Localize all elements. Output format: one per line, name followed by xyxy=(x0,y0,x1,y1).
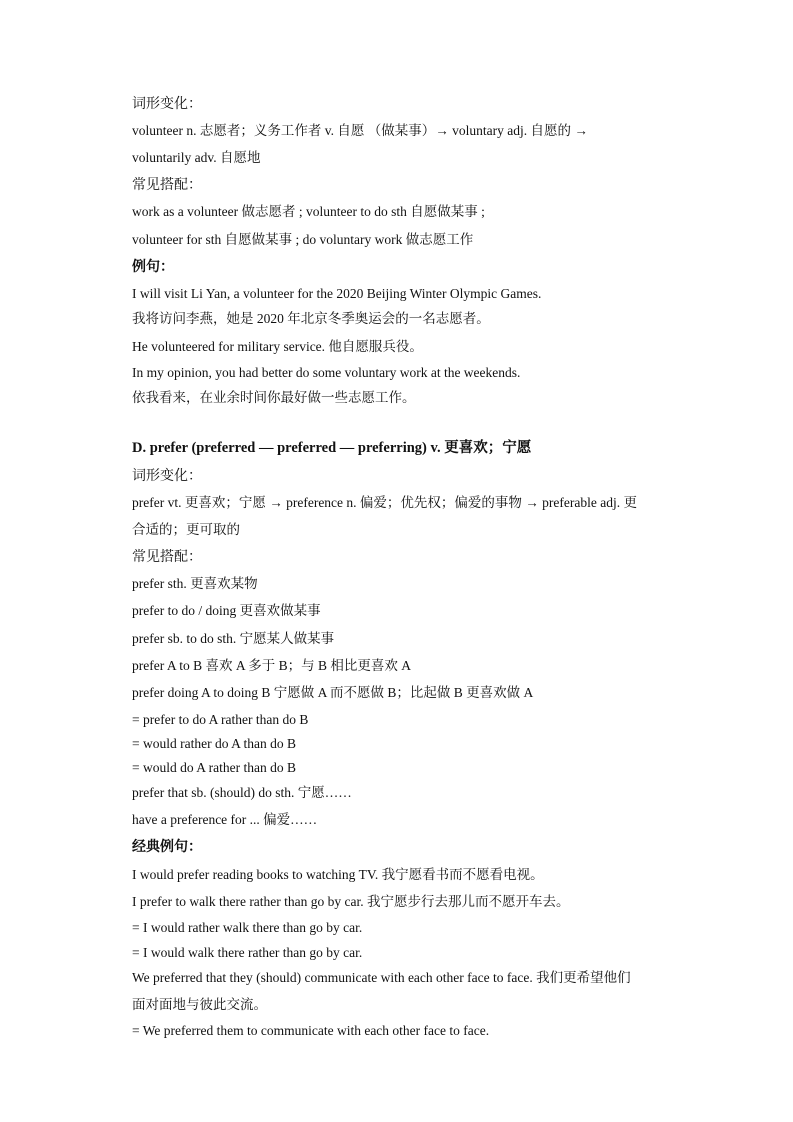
collocations-heading: 常见搭配： xyxy=(132,549,202,565)
example-line: He volunteered for military service. 他自愿服兵役。 xyxy=(132,339,423,354)
collocation-line: volunteer for sth 自愿做某事 ; do voluntary work 做志愿工作 xyxy=(132,232,474,247)
collocation-line: prefer sb. to do sth. 宁愿某人做某事 xyxy=(132,631,335,646)
forms-line: volunteer n. 志愿者；义务工作者 v. 自愿 （做某事）→ voluntary adj. 自愿的 → xyxy=(132,123,588,138)
collocation-line: prefer doing A to doing B 宁愿做 A 而不愿做 B；比起做 B 更喜欢做 A xyxy=(132,685,534,700)
section-title: D. prefer (preferred — preferred — preferring) v. 更喜欢；宁愿 xyxy=(132,440,532,456)
example-line: We preferred that they (should) communicate with each other face to face. 我们更希望他们 xyxy=(132,970,631,985)
collocations-heading: 常见搭配： xyxy=(132,177,202,193)
forms-heading: 词形变化： xyxy=(132,96,202,112)
example-line: I prefer to walk there rather than go by car. 我宁愿步行去那儿而不愿开车去。 xyxy=(132,894,570,909)
collocation-line: have a preference for ... 偏爱…… xyxy=(132,812,318,827)
example-line: = We preferred them to communicate with each other face to face. xyxy=(132,1023,490,1038)
example-line: I will visit Li Yan, a volunteer for the 2020 Beijing Winter Olympic Games. xyxy=(132,286,542,301)
forms-line: 合适的；更可取的 xyxy=(132,522,240,537)
collocation-line: = would do A rather than do B xyxy=(132,760,296,775)
examples-heading: 经典例句： xyxy=(132,839,202,855)
collocation-line: = would rather do A than do B xyxy=(132,736,296,751)
example-line: 我将访问李燕，她是 2020 年北京冬季奥运会的一名志愿者。 xyxy=(132,311,490,326)
example-line: = I would walk there rather than go by car. xyxy=(132,945,363,960)
collocation-line: prefer sth. 更喜欢某物 xyxy=(132,576,258,591)
collocation-line: work as a volunteer 做志愿者 ; volunteer to do sth 自愿做某事 ; xyxy=(132,204,485,219)
example-line: = I would rather walk there than go by car. xyxy=(132,920,363,935)
collocation-line: prefer to do / doing 更喜欢做某事 xyxy=(132,603,321,618)
examples-heading: 例句： xyxy=(132,259,174,275)
forms-line: prefer vt. 更喜欢；宁愿 → preference n. 偏爱；优先权；偏爱的事物 → preferable adj. 更 xyxy=(132,495,637,510)
example-line: 面对面地与彼此交流。 xyxy=(132,997,267,1012)
example-line: 依我看来，在业余时间你最好做一些志愿工作。 xyxy=(132,390,416,405)
collocation-line: prefer A to B 喜欢 A 多于 B；与 B 相比更喜欢 A xyxy=(132,658,411,673)
collocation-line: = prefer to do A rather than do B xyxy=(132,712,309,727)
collocation-line: prefer that sb. (should) do sth. 宁愿…… xyxy=(132,785,352,800)
forms-line: voluntarily adv. 自愿地 xyxy=(132,150,261,165)
example-line: I would prefer reading books to watching TV. 我宁愿看书而不愿看电视。 xyxy=(132,867,544,882)
forms-heading: 词形变化： xyxy=(132,468,202,484)
example-line: In my opinion, you had better do some voluntary work at the weekends. xyxy=(132,365,521,380)
